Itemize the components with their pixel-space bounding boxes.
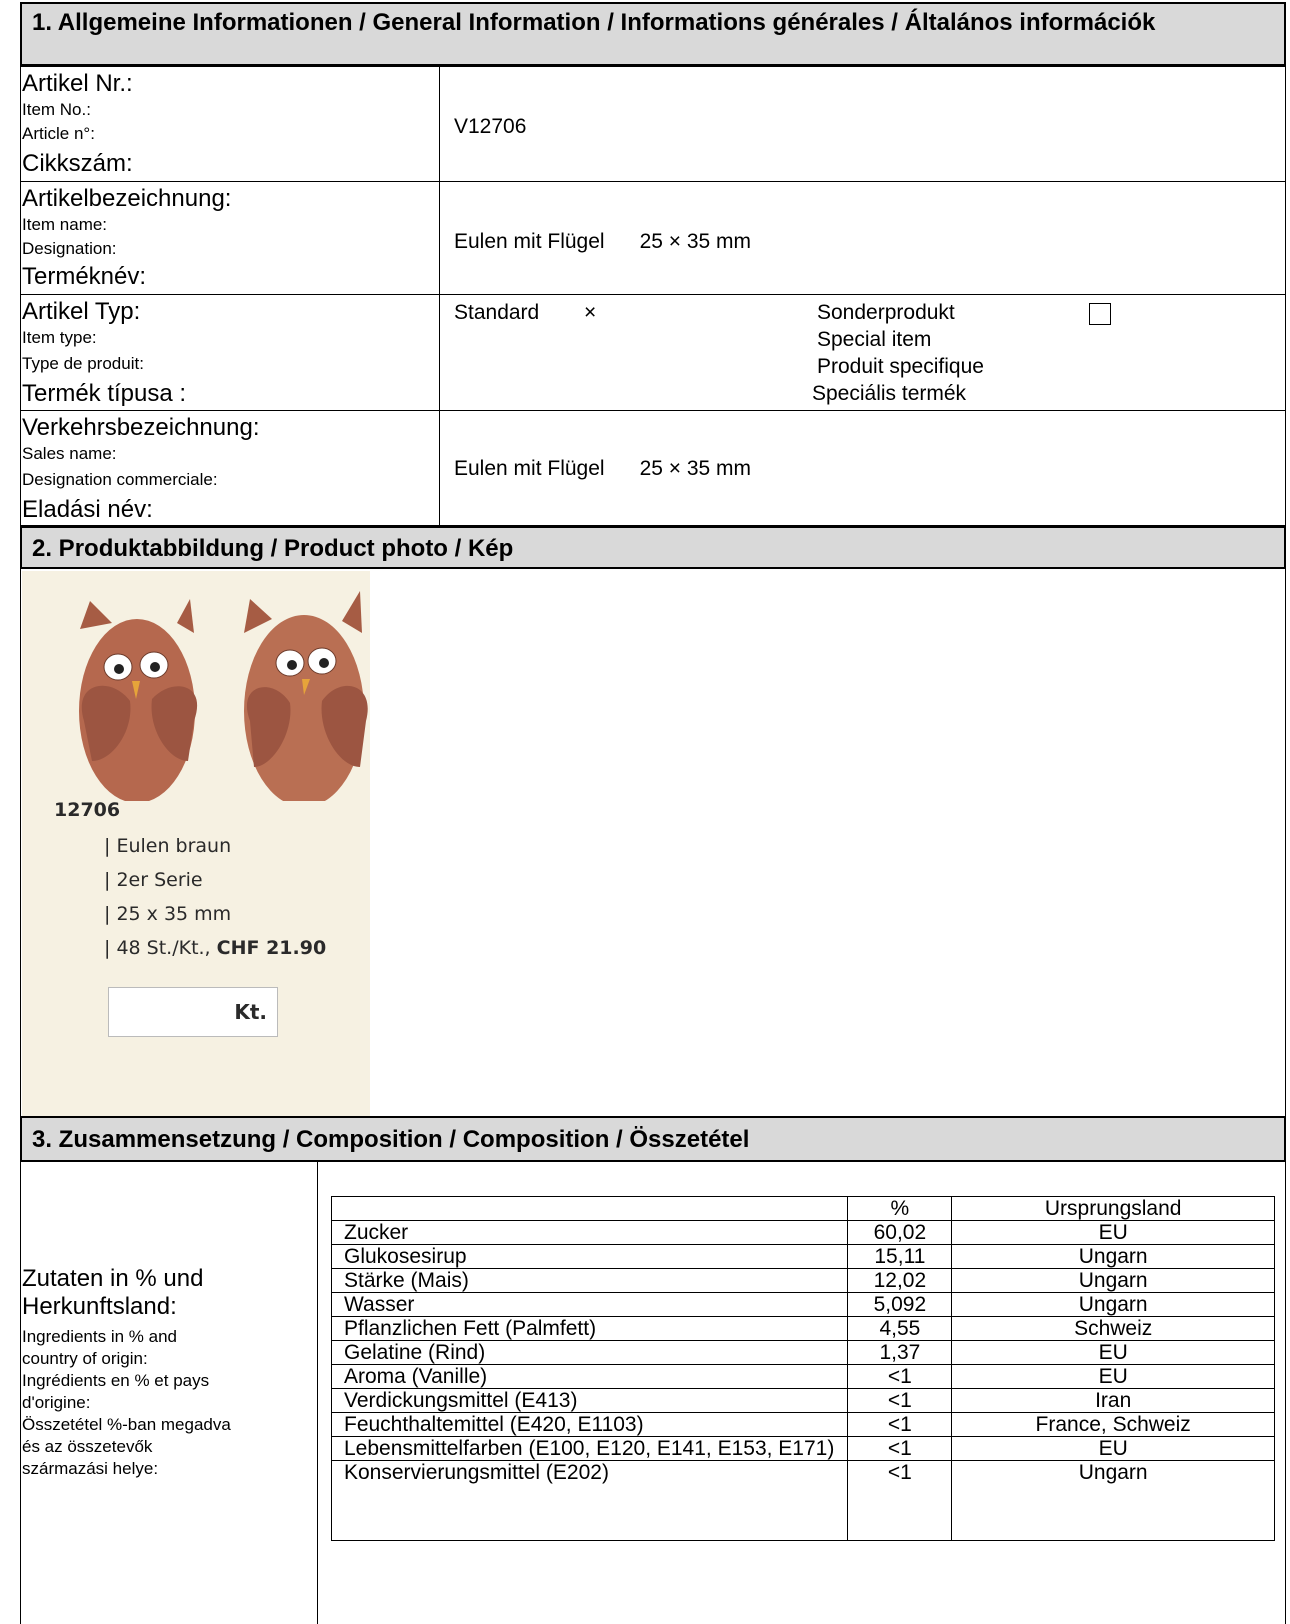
ingredient-name: Aroma (Vanille) [332,1365,848,1389]
ingredient-name: Verdickungsmittel (E413) [332,1389,848,1413]
table-header-row [332,1197,1275,1221]
quantity-box-label: Kt. [234,1000,267,1024]
composition-label-de-2: Herkunftsland: [22,1293,177,1320]
ingredient-origin: Schweiz [952,1317,1275,1341]
ingredient-origin: EU [952,1221,1275,1245]
label-de: Artikel Typ: [22,298,141,325]
owl-right [244,591,368,801]
label-cell-item-name [20,181,440,295]
ingredient-origin: France, Schweiz [952,1413,1275,1437]
label-fr: Designation: [22,239,117,258]
ingredient-name: Stärke (Mais) [332,1269,848,1293]
owls-image [22,571,370,801]
composition-label-small-4: d'origine: [22,1393,91,1412]
ingredient-name: Zucker [332,1221,848,1245]
label-fr: Type de produit: [22,354,144,373]
ingredient-percent: 4,55 [848,1317,952,1341]
photo-price: CHF 21.90 [216,937,327,959]
label-hu: Termék típusa : [22,380,187,407]
label-en: Item No.: [22,100,91,119]
value-cell-item-no [439,66,1286,182]
ingredient-percent: <1 [848,1437,952,1461]
composition-label-small-3: Ingrédients en % et pays [22,1371,210,1390]
label-hu: Eladási név: [22,496,153,523]
item-number-value: V12706 [454,115,527,138]
ingredient-origin: EU [952,1365,1275,1389]
composition-label-small-1: Ingredients in % and [22,1327,177,1346]
table-row [332,1245,1275,1269]
special-item-checkbox[interactable] [1089,303,1111,325]
ingredient-origin: EU [952,1341,1275,1365]
photo-code: 12706 [54,799,121,821]
standard-option-label: Standard [454,301,540,324]
table-row [332,1365,1275,1389]
ingredient-origin: Ungarn [952,1245,1275,1269]
table-row [332,1293,1275,1317]
ingredient-name: Gelatine (Rind) [332,1341,848,1365]
special-option-label-de: Sonderprodukt [817,301,955,324]
value-cell-sales-name [439,410,1286,526]
label-en: Item type: [22,328,97,347]
photo-line-3: | 25 x 35 mm [104,903,232,925]
ingredient-origin: Iran [952,1389,1275,1413]
label-fr: Article n°: [22,124,95,143]
header-origin: Ursprungsland [952,1197,1275,1221]
ingredient-percent: 15,11 [848,1245,952,1269]
label-de: Artikelbezeichnung: [22,185,232,212]
label-en: Sales name: [22,444,117,463]
composition-label-small-2: country of origin: [22,1349,148,1368]
table-row [332,1413,1275,1437]
standard-checked-mark[interactable]: × [584,301,597,324]
label-cell-sales-name [20,410,440,526]
label-de: Verkehrsbezeichnung: [22,414,260,441]
ingredient-percent: <1 [848,1413,952,1437]
ingredient-percent: <1 [848,1389,952,1413]
table-row [332,1317,1275,1341]
ingredient-name: Lebensmittelfarben (E100, E120, E141, E153, E171) [332,1437,848,1461]
label-fr: Designation commerciale: [22,470,218,489]
ingredient-origin: Ungarn [952,1293,1275,1317]
composition-label-cell [20,1161,318,1624]
table-row [332,1461,1275,1541]
owl-left [79,599,197,801]
item-name-value: Eulen mit Flügel 25 × 35 mm [454,230,752,253]
product-photo [22,571,370,1117]
table-row [332,1341,1275,1365]
ingredient-percent: <1 [848,1365,952,1389]
ingredient-name: Konservierungsmittel (E202) [332,1461,848,1541]
header-ingredient [332,1197,848,1221]
ingredient-percent: <1 [848,1461,952,1541]
label-en: Item name: [22,215,108,234]
label-de: Artikel Nr.: [22,70,133,97]
label-cell-item-no [20,66,440,182]
ingredients-table [331,1196,1275,1541]
composition-label-small-5: Összetétel %-ban megadva [22,1415,231,1434]
section2-header [20,526,1286,569]
photo-quantity: | 48 St./Kt., [104,937,217,959]
ingredient-origin: Ungarn [952,1461,1275,1541]
section3-header [20,1116,1286,1162]
value-cell-item-type [439,294,1286,411]
ingredient-percent: 5,092 [848,1293,952,1317]
composition-label-de-1: Zutaten in % und [22,1265,204,1292]
composition-label-small-7: származási helye: [22,1459,159,1478]
ingredient-name: Feuchthaltemittel (E420, E1103) [332,1413,848,1437]
composition-label-small-6: és az összetevők [22,1437,153,1456]
label-cell-item-type [20,294,440,411]
sales-name-value: Eulen mit Flügel 25 × 35 mm [454,457,752,480]
special-option-label-hu: Speciális termék [812,382,967,405]
photo-line-2: | 2er Serie [104,869,203,891]
table-row [332,1389,1275,1413]
header-percent: % [848,1197,952,1221]
photo-line-1: | Eulen braun [104,835,232,857]
photo-line-4 [104,937,326,959]
table-row [332,1269,1275,1293]
value-cell-item-name [439,181,1286,295]
section1-title: 1. Allgemeine Informationen / General Information / Informations générales / Általános információk [32,9,1156,36]
ingredient-percent: 12,02 [848,1269,952,1293]
table-row [332,1437,1275,1461]
label-hu: Terméknév: [22,263,147,290]
table-row [332,1221,1275,1245]
special-option-label-en: Special item [817,328,932,351]
ingredient-name: Wasser [332,1293,848,1317]
special-option-label-fr: Produit specifique [817,355,984,378]
ingredient-name: Pflanzlichen Fett (Palmfett) [332,1317,848,1341]
section3-title: 3. Zusammensetzung / Composition / Composition / Összetétel [32,1126,750,1153]
ingredient-percent: 60,02 [848,1221,952,1245]
ingredient-percent: 1,37 [848,1341,952,1365]
ingredient-name: Glukosesirup [332,1245,848,1269]
ingredient-origin: Ungarn [952,1269,1275,1293]
section1-header [20,2,1286,66]
label-hu: Cikkszám: [22,150,133,177]
ingredient-origin: EU [952,1437,1275,1461]
quantity-box [108,987,278,1037]
section2-title: 2. Produktabbildung / Product photo / Kép [32,535,514,562]
